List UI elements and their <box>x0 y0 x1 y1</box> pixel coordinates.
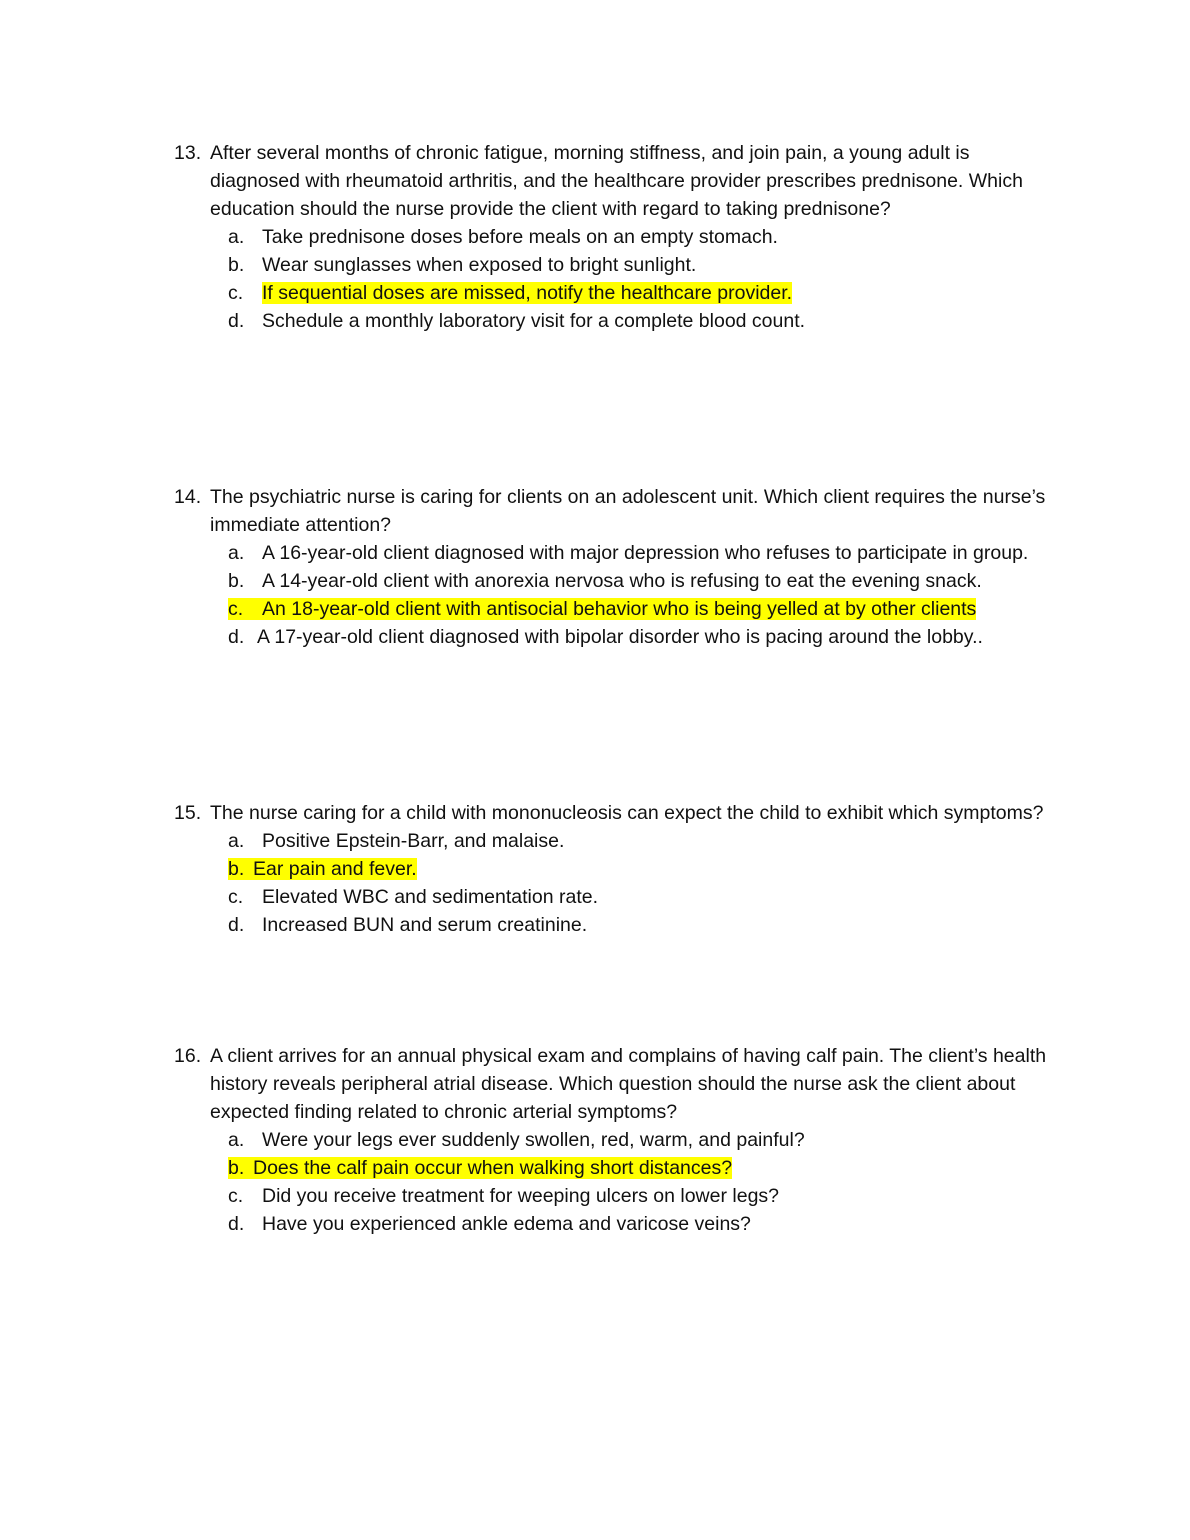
option-letter: b. <box>228 254 245 276</box>
answer-option-d <box>228 1210 1064 1238</box>
option-text: Did you receive treatment for weeping ulcers on lower legs? <box>262 1185 780 1207</box>
question-text: After several months of chronic fatigue, morning stiffness, and join pain, a young adult is diagnosed with rheumatoid arthritis, and the healthcare provider prescribes prednisone. Which education should the nurse provide the client with regard to taking prednisone? <box>210 142 1023 220</box>
option-letter: d. <box>228 626 245 648</box>
answer-options <box>174 1126 1064 1238</box>
question-number: 13. <box>174 142 202 164</box>
question-13 <box>174 139 1064 335</box>
option-text: Have you experienced ankle edema and varicose veins? <box>262 1213 751 1235</box>
option-letter: b. <box>228 1157 245 1179</box>
option-letter: c. <box>228 886 244 908</box>
option-text: Schedule a monthly laboratory visit for a complete blood count. <box>262 310 806 332</box>
option-letter: c. <box>228 598 244 620</box>
highlighted-answer-text: Ear pain and fever. <box>253 858 417 880</box>
option-text: Wear sunglasses when exposed to bright sunlight. <box>262 254 697 276</box>
question-16 <box>174 1042 1064 1238</box>
option-text: A 16-year-old client diagnosed with major depression who refuses to participate in group. <box>262 542 1029 564</box>
answer-option-b-highlighted <box>228 855 1064 883</box>
question-number: 15. <box>174 802 202 824</box>
question-stem <box>174 799 1064 827</box>
option-text: Increased BUN and serum creatinine. <box>262 914 588 936</box>
answer-option-c <box>228 1182 1064 1210</box>
option-letter: b. <box>228 858 245 880</box>
answer-option-a <box>228 223 1064 251</box>
option-text: Were your legs ever suddenly swollen, red, warm, and painful? <box>262 1129 805 1151</box>
highlighted-answer-text: If sequential doses are missed, notify the healthcare provider. <box>262 282 793 304</box>
option-letter: a. <box>228 226 245 248</box>
answer-options <box>174 827 1064 939</box>
question-15 <box>174 799 1064 939</box>
answer-option-d <box>228 623 1064 651</box>
answer-options <box>174 539 1064 651</box>
answer-option-c-highlighted <box>228 595 1064 623</box>
option-letter: d. <box>228 914 245 936</box>
option-letter: c. <box>228 1185 244 1207</box>
answer-option-c-highlighted <box>228 279 1064 307</box>
answer-option-b <box>228 251 1064 279</box>
option-text: Positive Epstein-Barr, and malaise. <box>262 830 565 852</box>
option-letter: b. <box>228 570 245 592</box>
answer-option-b-highlighted <box>228 1154 1064 1182</box>
question-text: A client arrives for an annual physical exam and complains of having calf pain. The client’s health history reveals peripheral atrial disease. Which question should the nurse ask the client about expected finding related to chronic arterial symptoms? <box>210 1045 1047 1123</box>
option-letter: c. <box>228 282 244 304</box>
question-number: 14. <box>174 486 202 508</box>
highlighted-answer-text: An 18-year-old client with antisocial behavior who is being yelled at by other clients <box>262 598 977 620</box>
option-letter: d. <box>228 1213 245 1235</box>
answer-option-a <box>228 827 1064 855</box>
answer-option-d <box>228 911 1064 939</box>
answer-option-a <box>228 539 1064 567</box>
option-text: A 17-year-old client diagnosed with bipolar disorder who is pacing around the lobby.. <box>257 626 983 648</box>
option-text: Elevated WBC and sedimentation rate. <box>262 886 599 908</box>
question-number: 16. <box>174 1045 202 1067</box>
question-stem <box>174 1042 1064 1126</box>
highlighted-answer-text: Does the calf pain occur when walking short distances? <box>253 1157 733 1179</box>
question-text: The nurse caring for a child with mononucleosis can expect the child to exhibit which symptoms? <box>210 802 1044 824</box>
option-letter: a. <box>228 542 245 564</box>
answer-options <box>174 223 1064 335</box>
answer-option-b <box>228 567 1064 595</box>
answer-option-c <box>228 883 1064 911</box>
option-text: Take prednisone doses before meals on an empty stomach. <box>262 226 778 248</box>
question-text: The psychiatric nurse is caring for clients on an adolescent unit. Which client requires the nurse’s immediate attention? <box>210 486 1046 536</box>
option-letter: d. <box>228 310 245 332</box>
option-letter: a. <box>228 830 245 852</box>
answer-option-d <box>228 307 1064 335</box>
option-text: A 14-year-old client with anorexia nervosa who is refusing to eat the evening snack. <box>262 570 982 592</box>
question-stem <box>174 483 1064 539</box>
option-letter: a. <box>228 1129 245 1151</box>
question-stem <box>174 139 1064 223</box>
question-14 <box>174 483 1064 651</box>
answer-option-a <box>228 1126 1064 1154</box>
